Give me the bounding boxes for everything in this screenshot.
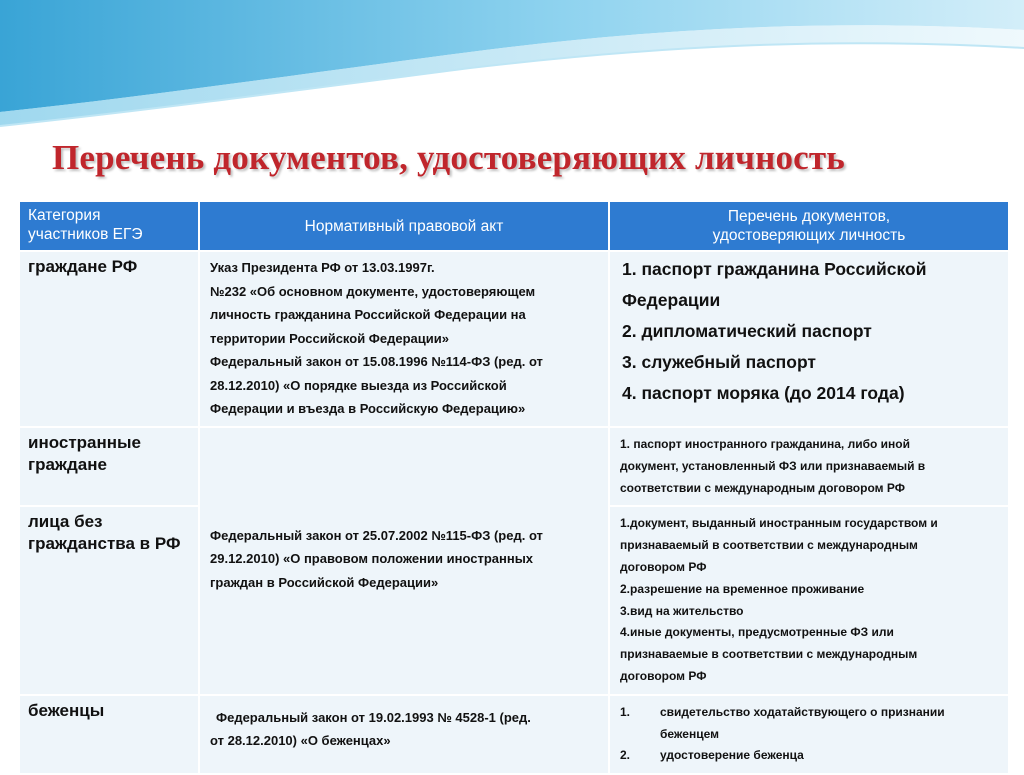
act-line: от 28.12.2010) «О беженцах» xyxy=(210,733,391,749)
document-line: договором РФ xyxy=(620,668,707,683)
act-line: Федеральный закон от 15.08.1996 №114-ФЗ (ред. от xyxy=(210,354,543,369)
documents-cell xyxy=(609,251,1009,427)
document-line: документ, установленный ФЗ или признаваемый в xyxy=(620,458,926,473)
document-line: 2. дипломатический паспорт xyxy=(622,321,872,341)
documents-cell xyxy=(609,506,1009,694)
document-line: признаваемые в соответствии с международным xyxy=(620,647,918,662)
table-header-row xyxy=(19,201,1009,251)
category-cell: граждане РФ xyxy=(19,251,199,427)
header-line: удостоверяющих личность xyxy=(712,227,906,244)
act-line: территории Российской Федерации» xyxy=(210,330,449,346)
category-cell: беженцы xyxy=(19,695,199,774)
page-title: Перечень документов, удостоверяющих личность xyxy=(52,138,845,177)
act-line: Федеральный закон от 19.02.1993 № 4528-1 (ред. xyxy=(216,709,531,725)
act-line: №232 «Об основном документе, удостоверяющем xyxy=(210,283,536,299)
document-line: 1. паспорт иностранного гражданина, либо иной xyxy=(620,437,911,451)
header-wave-decoration xyxy=(0,0,1024,140)
act-line: 29.12.2010) «О правовом положении иностранных xyxy=(210,551,534,567)
document-line: свидетельство ходатайствующего о признании xyxy=(660,704,945,719)
header-line: Перечень документов, xyxy=(727,208,891,225)
legal-act-cell xyxy=(199,695,609,774)
documents-table xyxy=(18,200,1010,775)
header-line: Категория xyxy=(28,207,101,224)
header-category xyxy=(19,201,199,251)
header-documents xyxy=(609,201,1009,251)
documents-list xyxy=(620,702,998,767)
list-item xyxy=(620,745,998,767)
list-number: 2. xyxy=(620,748,631,763)
act-line: Федеральный закон от 25.07.2002 №115-ФЗ (ред. от xyxy=(210,527,543,543)
legal-act-cell xyxy=(199,251,609,427)
document-line: 4. паспорт моряка (до 2014 года) xyxy=(622,383,905,403)
list-text xyxy=(660,745,804,767)
document-line: 1.документ, выданный иностранным государством и xyxy=(620,516,938,531)
document-line: признаваемый в соответствии с международным xyxy=(620,538,918,553)
header-line: Нормативный правовой акт xyxy=(304,217,504,235)
table-row xyxy=(19,427,1009,506)
document-line: 2.разрешение на временное проживание xyxy=(620,581,865,596)
document-line: 4.иные документы, предусмотренные ФЗ или xyxy=(620,625,894,640)
document-line: 3. служебный паспорт xyxy=(622,352,816,372)
act-line: Указ Президента РФ от 13.03.1997г. xyxy=(210,260,435,275)
documents-cell xyxy=(609,695,1009,774)
list-item xyxy=(620,702,998,746)
document-line: 1. паспорт гражданина Российской xyxy=(622,259,927,279)
document-line: 3.вид на жительство xyxy=(620,603,744,618)
category-cell: иностранные граждане xyxy=(19,427,199,506)
act-line: 28.12.2010) «О порядке выезда из Российской xyxy=(210,377,507,393)
list-text xyxy=(660,702,945,746)
list-number: 1. xyxy=(620,704,631,719)
header-legal-act xyxy=(199,201,609,251)
category-cell: лица без гражданства в РФ xyxy=(19,506,199,694)
document-line: договором РФ xyxy=(620,559,707,574)
act-line: Федерации и въезда в Российскую Федерацию» xyxy=(210,401,526,416)
table-row xyxy=(19,251,1009,427)
act-line: граждан в Российской Федерации» xyxy=(210,574,439,590)
document-line: соответствии с международным договором РФ xyxy=(620,480,905,495)
legal-act-cell xyxy=(199,427,609,695)
header-line: участников ЕГЭ xyxy=(28,226,143,243)
documents-cell xyxy=(609,427,1009,506)
document-line: Федерации xyxy=(622,290,721,310)
table-row xyxy=(19,695,1009,774)
act-line: личность гражданина Российской Федерации на xyxy=(210,307,526,322)
document-line: удостоверение беженца xyxy=(660,748,804,763)
document-line: беженцем xyxy=(660,726,719,741)
